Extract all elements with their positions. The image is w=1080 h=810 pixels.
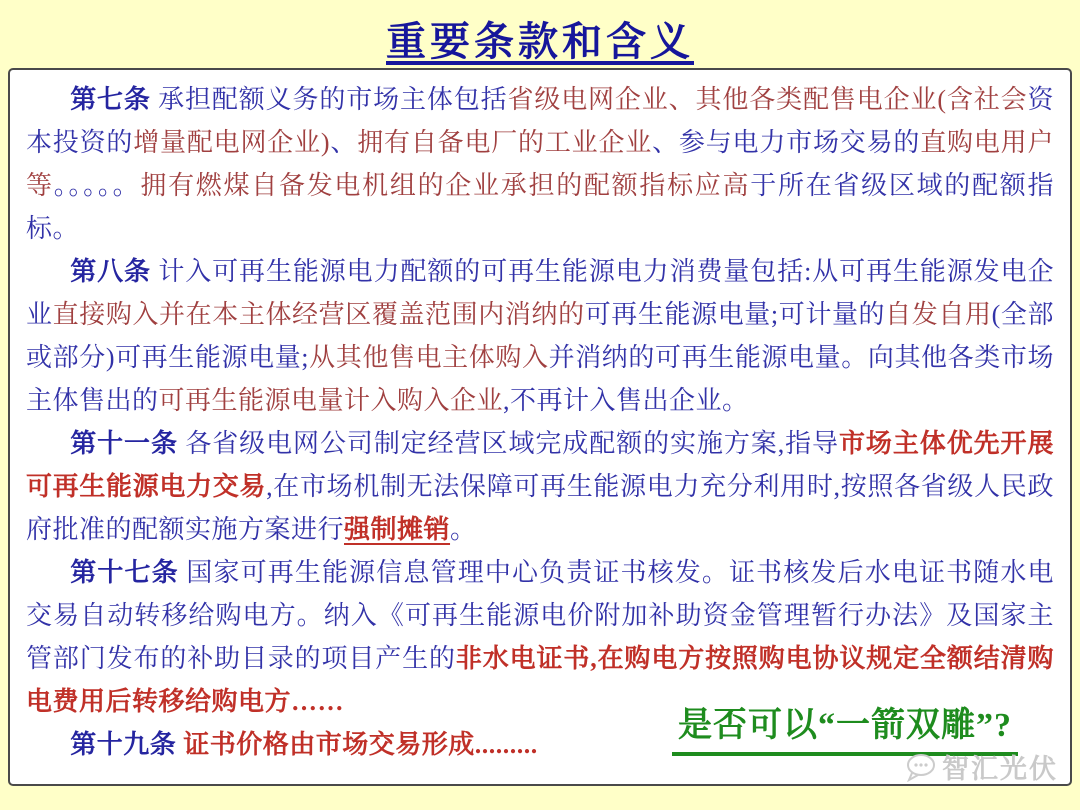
text-segment: 省级电网企业、其他各类配售电企业(含社会	[507, 85, 1028, 114]
text-segment: 从其他售电主体购入	[309, 343, 549, 372]
text-segment: 、	[330, 128, 358, 157]
text-segment: 计入可再生能源电力配额的可再生能源电力消费量包括:从可再生能源发电企业	[26, 257, 1054, 329]
text-segment: 国家可再生能源信息管理中心负责证书核发。证书核发后水电证书随水电交易自动转移给购电方。纳入《可再生能源电价附加补助资金管理暂行办法》及国家主管部门发布的补助目录的项目产生的	[26, 558, 1054, 673]
text-segment: 各省级电网公司制定经营区域完成配额的实施方案,指导	[177, 429, 839, 458]
page-title: 重要条款和含义	[386, 19, 694, 64]
text-segment: 可再生能源电量;可计量的	[584, 300, 886, 329]
text-segment: 并消纳的可再生能源电量。向其他各类市场主体售出的	[26, 343, 1054, 415]
article-11	[26, 422, 1054, 551]
text-segment: 强制摊销	[344, 515, 451, 544]
watermark-logo	[904, 747, 1058, 786]
text-segment: ,在市场机制无法保障可再生能源电力充分利用时,按照各省级人民政府批准的配额实施方案进行	[26, 472, 1054, 544]
chat-bubble-icon	[904, 752, 938, 782]
text-segment: 、参与电力市场交易的	[652, 128, 921, 157]
text-segment: (全部或部分)可再生能源电量;	[26, 300, 1054, 372]
text-segment: 承担配额义务的市场主体包括	[150, 85, 508, 114]
article-8	[26, 250, 1054, 422]
text-segment: 资本投资的	[26, 85, 1054, 157]
text-segment: 自发自用	[885, 300, 992, 329]
text-segment: 第十一条	[70, 429, 178, 458]
article-7	[26, 78, 1054, 250]
text-segment: 第八条	[70, 257, 151, 286]
text-segment: 直接购入并在本主体经营区覆盖范围内消纳的	[52, 300, 585, 329]
text-segment: 非水电证书,在购电方按照购电协议规定全额结清购电费用后转移给购电方……	[26, 644, 1054, 716]
question-text: 是否可以“一箭双雕”?	[672, 697, 1018, 756]
paragraphs	[26, 78, 1054, 766]
text-segment: 。。。。。	[53, 171, 141, 200]
text-segment: 证书价格由市场交易形成.........	[176, 730, 538, 759]
text-segment: 。	[450, 515, 477, 544]
text-segment: 拥有自备电厂的工业企业	[357, 128, 653, 157]
text-segment: 可再生能源电量计入购入企业	[158, 386, 504, 415]
text-segment: 于所在省级区域的配额指标。	[26, 171, 1054, 243]
text-segment: 增量配电网企业)	[133, 128, 331, 157]
text-segment: 市场主体优先开展可再生能源电力交易	[26, 429, 1054, 501]
text-segment: ,不再计入售出企业。	[503, 386, 749, 415]
watermark-text: 智汇光伏	[942, 754, 1058, 784]
text-segment: 直购电用户等	[26, 128, 1054, 200]
text-segment: 第十七条	[70, 558, 179, 587]
text-segment: 第七条	[70, 85, 151, 114]
content-box	[8, 68, 1072, 786]
text-segment: 第十九条	[70, 730, 177, 759]
text-segment: 拥有燃煤自备发电机组的企业承担的配额指标应高	[140, 171, 751, 200]
